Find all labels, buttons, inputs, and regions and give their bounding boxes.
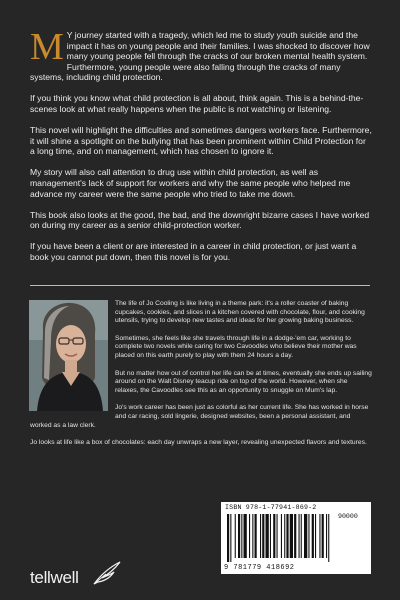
barcode-bar [308,514,309,558]
barcode-bar [270,514,271,558]
barcode-bar [273,514,275,558]
barcode-bar [312,514,314,558]
barcode-bar [230,514,231,562]
barcode-bar [235,514,236,558]
blurb-paragraph-3: This novel will highlight the difficulties and sometimes dangers workers face. Furthermore, it will shine a spotlight on the bullying that has been prominent within Child Protection for a long time, and on management, which has chosen to ignore it. [30,125,372,157]
bio-paragraph-2: Sometimes, she feels like she travels through life in a dodge-'em car, working to complete two novels while caring for two Cavoodles who believe their mother was placed on this earth purely to play with them 24 hours a day. [115,334,357,359]
barcode-bar [227,514,229,562]
barcode-bar [252,514,253,558]
barcode-bar [301,514,302,558]
price-code: 90000 [338,513,358,520]
publisher-logo [30,560,120,590]
quill-icon [92,560,122,586]
bio-text-1: The life of Jo Cooling is like living in a theme park: it's a roller coaster of baking cupcakes, cookies, and slices in a kitchen covered with chocolate, flour, and cooking utensils, trying to develop new tastes and ideas for her growing baking business. [115,300,365,325]
barcode-bar [238,514,240,558]
bio-paragraph-5: Jo looks at life like a box of chocolates: each day unwraps a new layer, revealing unexpected flavors and textures. [30,439,367,447]
barcode-bar [255,514,257,558]
barcode-bar [284,514,285,558]
barcode-bar [315,514,316,558]
barcode-bar [326,514,327,558]
bio-paragraph-4: Jo's work career has been just as colorful as her current life. She has worked in horse and car racing, sold lingerie, designed websites, been a personal assistant, and worked as a law clerk. [30,404,369,429]
ean-number: 9 781779 418692 [224,564,295,572]
isbn-barcode [221,502,371,574]
barcode-bar [286,514,288,558]
barcode-bars [227,514,369,562]
barcode-bar [241,514,242,558]
publisher-logo-text: tellwell [30,568,79,587]
barcode-bar [244,514,247,558]
blurb-paragraph-4: My story will also call attention to drug use within child protection, as well as management's lack of support for workers and why the same people who helped me advance my career were the same people who tried to take me down. [30,167,351,199]
barcode-bar [322,514,324,558]
drop-cap: M [30,26,64,68]
barcode-bar [328,514,329,562]
barcode-bar [281,514,282,558]
author-bio [30,300,372,457]
barcode-bar [260,514,261,558]
section-divider [30,285,370,286]
barcode-bar [249,514,250,558]
isbn-text: ISBN 978-1-77941-869-2 [225,504,317,511]
blurb-paragraph-2: If you think you know what child protection is all about, think again. This is a behind-the-scenes look at what really happens when the public is not watching or listening. [30,93,364,115]
barcode-bar [262,514,264,558]
barcode-bar [299,514,300,558]
barcode-bar [319,514,320,558]
barcode-bar [266,514,269,558]
blurb-text-1: Y journey started with a tragedy, which led me to study youth suicide and the impact it has on young people and their families. I was shocked to discover how many young people fell through the cracks of our broken mental health system. Furthermore, young people were also falling through the cracks of many systems, including child protection. [30,30,370,83]
blurb-paragraph-6: If you have been a client or are interested in a career in child protection, or just want a book you cannot put down, then this novel is for you. [30,241,357,262]
barcode-bar [294,514,296,558]
bio-paragraph-3: But no matter how out of control her life can be at times, eventually she ends up sailing around on the Walt Disney teacup ride on top of the world. However, when she relaxes, the Cavoodles see this as an opportunity to snuggle on Mum's lap. [115,369,372,394]
blurb-paragraph-1 [30,26,372,83]
blurb-paragraph-5: This book also looks at the good, the bad, and the downright bizarre cases I have worked on during my career as a senior child-protection worker. [30,209,370,231]
barcode-bar [290,514,293,558]
bio-paragraph-1 [30,300,372,326]
barcode-bar [277,514,278,558]
barcode-bar [304,514,307,558]
blurb [30,26,372,273]
